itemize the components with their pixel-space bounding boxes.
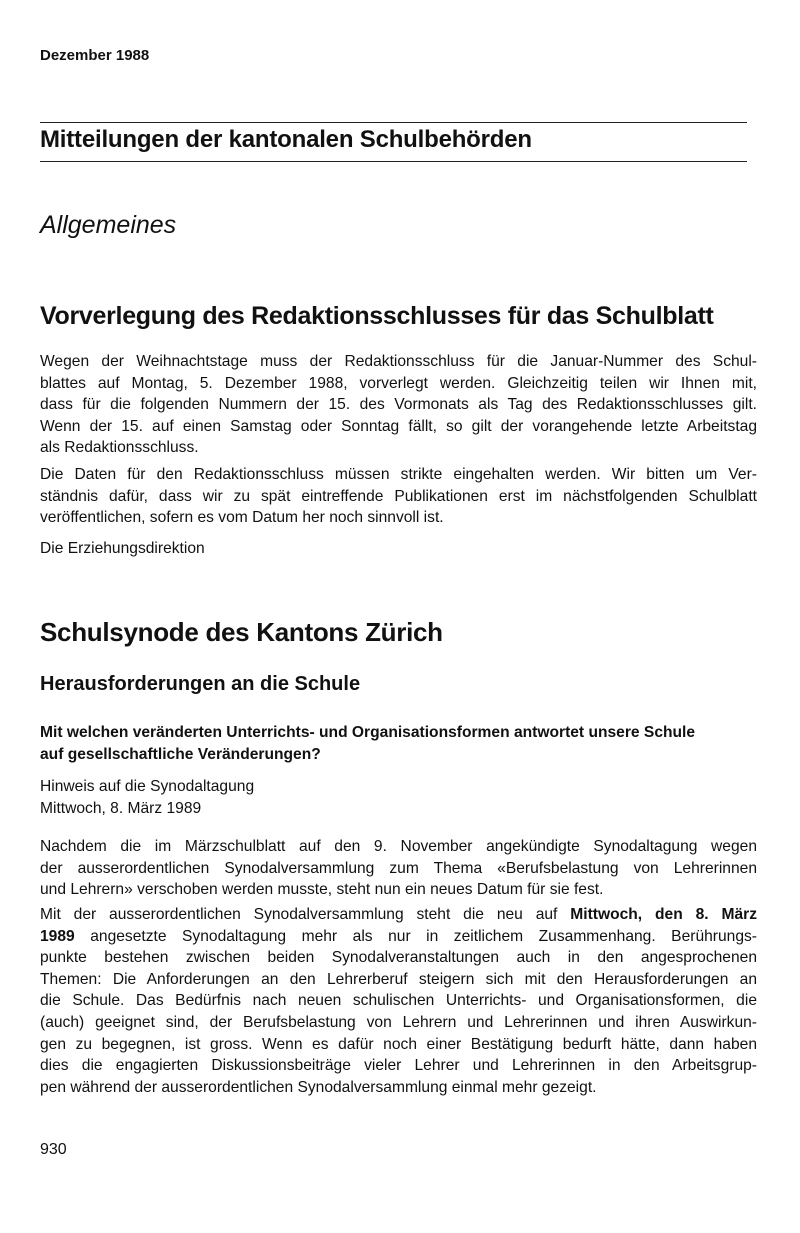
text-line: Wenn der 15. auf einen Samstag oder Sonntag fällt, so gilt der vorangehende letzte Arbeitstag [40, 417, 757, 435]
text-run: angesetzte Synodaltagung mehr als nur in zeitlichem Zusammenhang. Berührungs- [74, 927, 757, 945]
text-line: Wegen der Weihnachtstage muss der Redaktionsschluss für die Januar-Nummer des Schul- [40, 353, 757, 370]
text-line: Themen: Die Anforderungen an den Lehrerberuf steigern sich mit den Herausforderungen an [40, 970, 757, 988]
page-number: 930 [40, 1141, 67, 1158]
text-line: (auch) geeignet sind, der Berufsbelastung von Lehrern und Lehrerinnen und ihren Auswirkun- [40, 1013, 757, 1031]
text-line: gen zu begegnen, ist gross. Wenn es dafür noch einer Bestätigung bedurft hätte, dann haben [40, 1035, 757, 1053]
signature: Die Erziehungsdirektion [40, 540, 205, 557]
text-run: Mit der ausserordentlichen Synodalversammlung steht die neu auf [40, 906, 571, 923]
running-header: Dezember 1988 [40, 47, 150, 64]
article2-subtitle: Herausforderungen an die Schule [40, 673, 361, 695]
text-line: Die Daten für den Redaktionsschluss müssen strikte eingehalten werden. Wir bitten um Ver- [40, 466, 757, 483]
section-title: Mitteilungen der kantonalen Schulbehörden [40, 126, 532, 153]
bold-year: 1989 [40, 927, 75, 945]
text-line: Mittwoch, 8. März 1989 [40, 799, 202, 817]
text-line: die Schule. Das Bedürfnis nach neuen schulischen Unterrichts- und Organisationsformen, die [40, 992, 757, 1010]
text-line: pen während der ausserordentlichen Synodalversammlung einmal mehr gezeigt. [40, 1078, 597, 1096]
text-line: veröffentlichen, sofern es vom Datum her noch sinnvoll ist. [40, 509, 444, 527]
article2-paragraph-1 [40, 836, 757, 901]
text-line: punkte bestehen zwischen beiden Synodalveranstaltungen auch in den angesprochenen [40, 949, 757, 967]
text-line: als Redaktionsschluss. [40, 439, 199, 457]
text-line: dass für die folgenden Nummern der 15. des Vormonats als Tag des Redaktionsschlusses gilt. [40, 396, 757, 414]
text-line: blattes auf Montag, 5. Dezember 1988, vorverlegt werden. Gleichzeitig teilen wir Ihnen mit, [40, 374, 757, 392]
article2-question [40, 722, 757, 765]
text-line: auf gesellschaftliche Veränderungen? [40, 745, 321, 763]
text-line: ständnis dafür, dass wir zu spät eintreffende Publikationen erst im nächstfolgenden Schulblatt [40, 487, 757, 505]
text-line: Nachdem die im Märzschulblatt auf den 9. November angekündigte Synodaltagung wegen [40, 838, 757, 855]
text-line [40, 904, 757, 926]
article1-paragraph-1 [40, 351, 757, 459]
article2-paragraph-2 [40, 904, 757, 1098]
text-line: und Lehrern» verschoben werden musste, steht nun ein neues Datum für sie fest. [40, 881, 604, 899]
article2-notice [40, 776, 757, 819]
text-line: Hinweis auf die Synodaltagung [40, 778, 255, 795]
text-line: Mit welchen veränderten Unterrichts- und Organisationsformen antwortet unsere Schule [40, 724, 696, 741]
bold-date: Mittwoch, den 8. März [570, 906, 757, 923]
article1-paragraph-2 [40, 464, 757, 529]
text-line: dies die engagierten Diskussionsbeiträge vieler Lehrer und Lehrerinnen in den Arbeitsgrup- [40, 1057, 757, 1075]
article1-title: Vorverlegung des Redaktionsschlusses für das Schulblatt [40, 302, 714, 330]
text-line [40, 926, 757, 948]
article2-title: Schulsynode des Kantons Zürich [40, 617, 443, 647]
text-line: der ausserordentlichen Synodalversammlung zum Thema «Berufsbelastung von Lehrerinnen [40, 859, 757, 877]
bottom-rule [40, 161, 747, 162]
category-heading: Allgemeines [40, 211, 177, 239]
top-rule [40, 122, 747, 123]
